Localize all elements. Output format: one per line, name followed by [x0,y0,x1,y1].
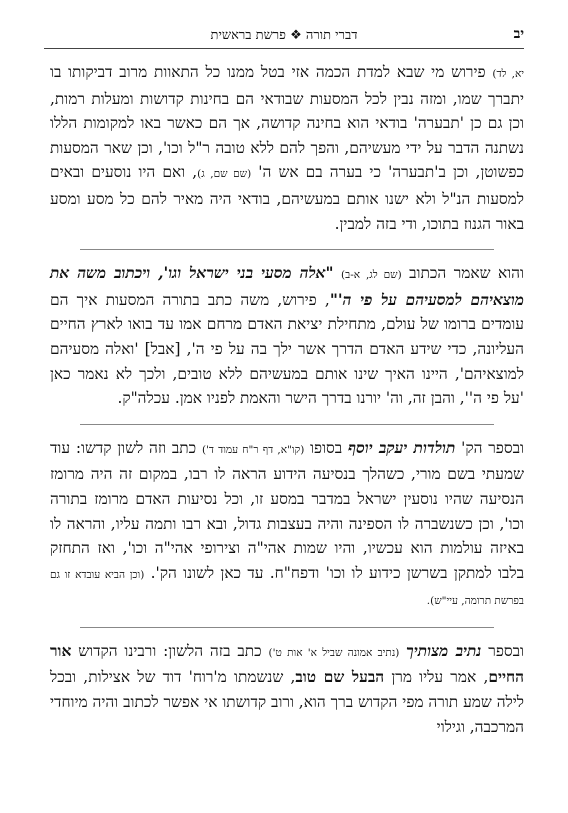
page-header [44,26,524,49]
page-body [50,60,524,739]
paragraph-lead: ובספר [488,641,524,660]
paragraph-1 [50,60,524,236]
source-reference: (נתיב אמונה שביל א' אות ט') [268,646,400,659]
paragraph-2 [50,261,524,411]
verse-quote: "אלה מסעי בני ישראל וגו', ויכתוב משה את מוצאיהם למסעיהם על פי ה'" [50,264,524,309]
paragraph-lead: ובספר הק' [461,438,524,457]
paragraph-text: , ואם היו נוסעים ובאים למסעות הנ"ל ולא ישנו אותם במעשיהם, בודאי היה מאיר להם כל מסע ומסע באור הגנוז בתוכו, ודי בזה למבין. [50,163,524,233]
running-title: דברי תורה ❖ פרשת בראשית [210,28,358,43]
author-name: הבעל שם טוב [295,668,385,687]
paragraph-text: פירוש מי שבא למדת הכמה אזי בטל ממנו כל התאוות מרוב דביקותו בו יתברך שמו, ומזה נבין לכל המסעות שבודאי הם בחינות קדושות ומעלות רמות, וכן גם כן 'תבערה' בודאי הוא בחינה קדושה, אך הם כאשר באו למקומות הללו נשתנה הדבר על ידי מעשיהם, והפך להם ללא טובה ר"ל וכו', וכן שאר המסעות כפשוטן, וכן ב'תבערה' כי בערה בם אש ה' [50,63,524,182]
paragraph-4 [50,639,524,739]
paragraph-text: כתב וזה לשון קדשו: עוד שמעתי בשם מורי, כשהלך בנסיעה הידוע הראה לו רבו, במקום זה היה מרומז הנסיעה שהיו נוסעין ישראל במדבר במסע זו, וכל נסיעות האדם מרומז בתורה וכו', וכן כשנשברה לו הספינה והיה בעצבות גדול, ובא רבו ותמה עליו, והראה לו באיזה עולמות הוא עכשיו, והיו שמות אהי"ה וצירופי אהי"ה וכו', ואז התחזק בלבו למתקן בשרשן כידוע לו וכו' ודפח"ח. עד כאן לשונו הק'. [50,438,524,582]
author-name: אור החיים [50,641,524,687]
book-title: נתיב מצותיך [406,641,482,660]
paragraph-text: , אמר עליו מרן [391,668,489,687]
source-reference: יא, לד) [492,68,524,80]
paragraph-text: כתב בזה הלשון: ורבינו הקדוש [78,641,262,660]
book-title: תולדות יעקב יוסף [347,438,456,457]
source-reference: (שם שם, ג) [197,168,252,181]
footnote-remark: (וכן הביא עובדא זו גם בפרשת תרומה, עיי"ש). [50,568,524,608]
section-divider [80,249,494,250]
page-number: יב [513,26,524,42]
section-divider [80,424,494,425]
paragraph-3 [50,436,524,614]
paragraph-text: , שנשמתו מ'רוח' דוד של אצילות, ובכל לילה שמע תורה מפי הקדוש ברך הוא, ורוב קדושתו אי אפשר לכתוב והיה מיוחדי המרכבה, וגילוי [50,668,524,736]
paragraph-text: בסופו [310,438,343,457]
section-divider [80,627,494,628]
paragraph-lead: והוא שאמר הכתוב [409,264,524,283]
source-reference: (שם לג, א-ב) [341,269,402,282]
source-reference: (קו"א, דף ר"ח עמוד ד') [201,443,305,456]
paragraph-text: , פירוש, משה כתב בתורה המסעות איך הם עומדים ברומו של עולם, מתחילת יציאת האדם מרחם אמו עד בואו לארץ החיים העליונה, כדי שידע האדם הדרך אשר ילך בה על פי ה', [אבל] 'ואלה מסעיהם למוצאיהם', היינו האיך שינו אותם במעשיהם ללא טובים, ולכך לא נאמר כאן 'על פי ה'', והבן זה, וה' יורנו בדרך הישר והאמת לפניו אמן. עכלה"ק. [50,290,524,408]
